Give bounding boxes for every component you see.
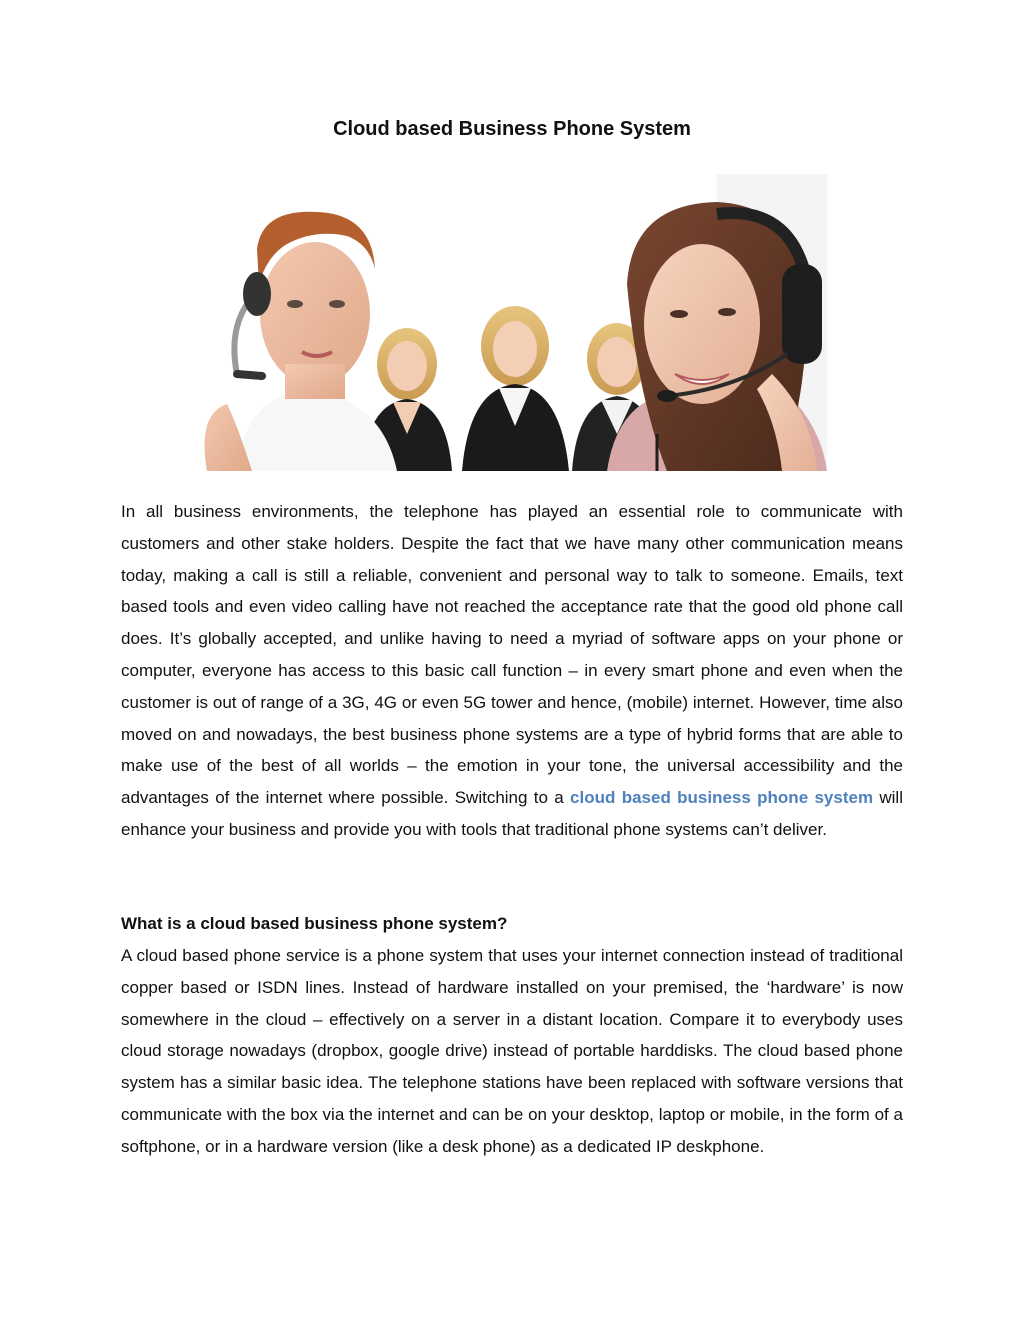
intro-paragraph (121, 496, 903, 846)
call-center-agents-photo (197, 174, 827, 471)
definition-paragraph: A cloud based phone service is a phone system that uses your internet connection instead of traditional copper based or ISDN lines. Instead of hardware installed on your premised, the ‘hardware’ is now somewhere in the cloud – effectively on a server in a distant location. Compare it to everybody uses cloud storage nowadays (dropbox, google drive) instead of portable harddisks. The cloud based phone system has a similar basic idea. The telephone stations have been replaced with software versions that communicate with the box via the internet and can be on your desktop, laptop or mobile, in the form of a softphone, or in a hardware version (like a desk phone) as a dedicated IP deskphone. (121, 946, 903, 1156)
intro-text-before-link: In all business environments, the telephone has played an essential role to communicate with customers and other stake holders. Despite the fact that we have many other communication means today, making a call is still a reliable, convenient and personal way to talk to someone. Emails, text based tools and even video calling have not reached the acceptance rate that the good old phone call does. It’s globally accepted, and unlike having to need a myriad of software apps on your phone or computer, everyone has access to this basic call function – in every smart phone and even when the customer is out of range of a 3G, 4G or even 5G tower and hence, (mobile) internet. However, time also moved on and nowadays, the best business phone systems are a type of hybrid forms that are able to make use of the best of all worlds – the emotion in your tone, the universal accessibility and the advantages of the internet where possible. Switching to a (121, 502, 903, 808)
intro-text-after-link: will enhance your business and provide you with tools that traditional phone systems can’t deliver. (121, 788, 903, 839)
cloud-phone-system-link[interactable]: cloud based business phone system (570, 788, 874, 808)
section-heading: What is a cloud based business phone system? (121, 914, 508, 933)
document-title: Cloud based Business Phone System (333, 118, 691, 140)
